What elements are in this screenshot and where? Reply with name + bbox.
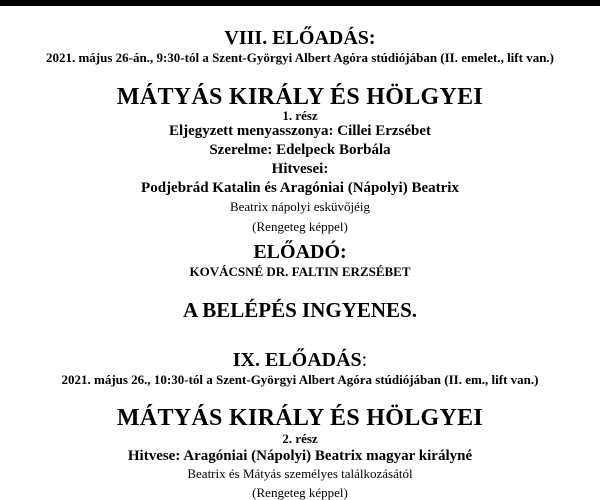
lecture-8-heading: VIII. ELŐADÁS: — [224, 27, 376, 49]
lecture-8-wives-label: Hitvesei: — [271, 161, 329, 177]
free-entry: A BELÉPÉS INGYENES. — [183, 298, 417, 322]
lecture-8-love: Szerelme: Edelpeck Borbála — [209, 142, 391, 158]
lecture-9-heading-text: IX. ELŐADÁS — [232, 349, 362, 371]
lecture-9-heading-colon: : — [361, 349, 368, 371]
lecture-8-images-note: (Rengeteg képpel) — [252, 219, 348, 234]
presenter-heading: ELŐADÓ: — [253, 241, 347, 263]
lecture-9-part: 2. rész — [282, 431, 318, 446]
lecture-9-wife: Hitvese: Aragóniai (Nápolyi) Beatrix magyar királyné — [127, 448, 473, 464]
lecture-9-title: MÁTYÁS KIRÁLY ÉS HÖLGYEI — [116, 405, 484, 431]
lecture-9-note: Beatrix és Mátyás személyes találkozásától — [187, 466, 413, 481]
lecture-8-title: MÁTYÁS KIRÁLY ÉS HÖLGYEI — [116, 84, 484, 110]
lecture-8-info: 2021. május 26-án., 9:30-tól a Szent-Györgyi Albert Agóra stúdiójában (II. emelet., lift van.) — [45, 50, 555, 65]
lecture-8-wives: Podjebrád Katalin és Aragóniai (Nápolyi) Beatrix — [141, 180, 459, 196]
lecture-8-fiancee: Eljegyzett menyasszonya: Cillei Erzsébet — [168, 123, 432, 139]
lecture-9-images-note: (Rengeteg képpel) — [252, 485, 348, 500]
presenter-name: KOVÁCSNÉ DR. FALTIN ERZSÉBET — [189, 264, 411, 279]
lecture-9-info: 2021. május 26., 10:30-tól a Szent-Györgyi Albert Agóra stúdiójában (II. em., lift van.) — [61, 372, 539, 387]
lecture-9-heading — [0, 350, 600, 370]
lecture-8-note: Beatrix nápolyi esküvőjéig — [229, 199, 371, 214]
lecture-8-part: 1. rész — [282, 108, 318, 123]
